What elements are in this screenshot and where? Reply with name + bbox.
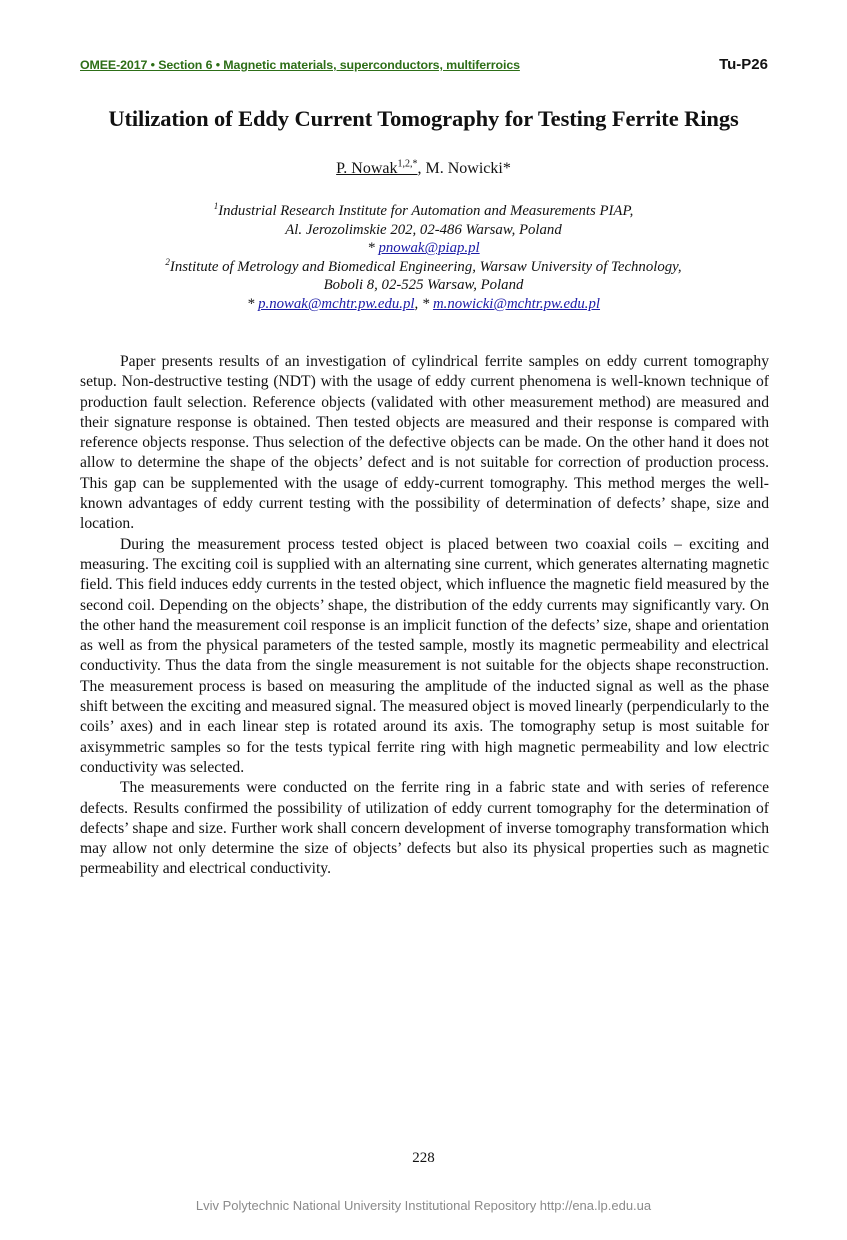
author-list — [0, 160, 847, 178]
author-1-affiliation-marks: 1,2,* — [397, 158, 418, 170]
repository-footer: Lviv Polytechnic National University Institutional Repository http://ena.lp.edu.ua — [195, 1198, 652, 1213]
affiliation-1-email-line: * pnowak@piap.pl — [367, 240, 480, 257]
running-header — [80, 56, 770, 78]
abstract-paragraph-1: Paper presents results of an investigation of cylindrical ferrite samples on eddy current tomography setup. Non-destructive testing (NDT) with the usage of eddy current phenomena is well-known technique of production fault selection. Reference objects (validated with other measurement method) are measured and their signature response is obtained. Then tested objects are measured and their response is compared with reference objects response. Thus selection of the defective objects can be made. On the other hand it does not allow to determine the shape of the objects’ defect and is not suitable for correction of production process. This gap can be supplemented with the usage of eddy-current tomography. This method merges the well-known advantages of eddy current testing with the possibility of determination of defects’ shape, size and location. — [80, 353, 769, 533]
email-link-pnowak-mchtr[interactable]: p.nowak@mchtr.pw.edu.pl — [258, 295, 415, 312]
abstract-body — [80, 352, 769, 880]
affiliation-1-line-1: $^1$Industrial Research Institute for Automation and Measurements PIAP, — [213, 201, 634, 219]
author-separator: , — [417, 160, 426, 177]
abstract-paragraph-3: The measurements were conducted on the ferrite ring in a fabric state and with series of reference defects. Results confirmed the possibility of utilization of eddy current tomography for the determination of defects’ shape and size. Further work shall concern development of inverse tomography transformation which may allow not only determine the size of objects’ defects but also its physical properties such as magnetic permeability and electrical conductivity. — [80, 779, 769, 878]
author-1: P. Nowak$^{1,2,*}$ — [336, 158, 418, 177]
author-2: M. Nowicki* — [425, 160, 511, 177]
paper-title: Utilization of Eddy Current Tomography for Testing Ferrite Rings — [108, 106, 739, 131]
affiliation-2-mark: 2 — [165, 256, 170, 267]
email-link-mnowicki-mchtr[interactable]: m.nowicki@mchtr.pw.edu.pl — [432, 295, 601, 312]
affiliation-2-email-line: * p.nowak@mchtr.pw.edu.pl, * m.nowicki@mchtr.pw.edu.pl — [246, 295, 601, 312]
affiliation-2-line-2: Boboli 8, 02-525 Warsaw, Poland — [323, 277, 524, 294]
abstract-paragraph-2: During the measurement process tested object is placed between two coaxial coils – exciting and measuring. The exciting coil is supplied with an alternating sine current, which generates alternating magnetic field. This field induces eddy currents in the tested object, which influence the magnetic field measured by the second coil. Depending on the objects’ shape, the distribution of the eddy currents may significantly vary. On the other hand the measurement coil response is an implicit function of the defects’ size, shape and orientation as well as from the physical parameters of the tested sample, mostly its magnetic permeability and electrical conductivity. Thus the data from the single measurement is not suitable for the objects shape reconstruction. The measurement process is based on measuring the amplitude of the inducted signal as well as the phase shift between the exciting and measured signal. The measured object is moved linearly (perpendicularly to the coils’ axes) and in each linear step is rotated around its axis. The tomography setup is most suitable for axisymmetric samples so for the tests typical ferrite ring with high magnetic permeability and low electric conductivity was selected. — [80, 535, 769, 776]
paper-code: Tu-P26 — [719, 56, 768, 73]
affiliation-1-line-2: Al. Jerozolimskie 202, 02-486 Warsaw, Poland — [285, 221, 562, 238]
affiliation-2-line-1: $^2$Institute of Metrology and Biomedical Engineering, Warsaw University of Technology, — [165, 256, 682, 275]
email-link-pnowak-piap[interactable]: pnowak@piap.pl — [378, 240, 480, 257]
affiliations — [0, 202, 847, 314]
conference-section-label: OMEE-2017 • Section 6 • Magnetic materials, superconductors, multiferroics — [80, 58, 520, 72]
affiliation-1-mark: 1 — [213, 201, 219, 212]
page-number: 228 — [412, 1150, 435, 1166]
